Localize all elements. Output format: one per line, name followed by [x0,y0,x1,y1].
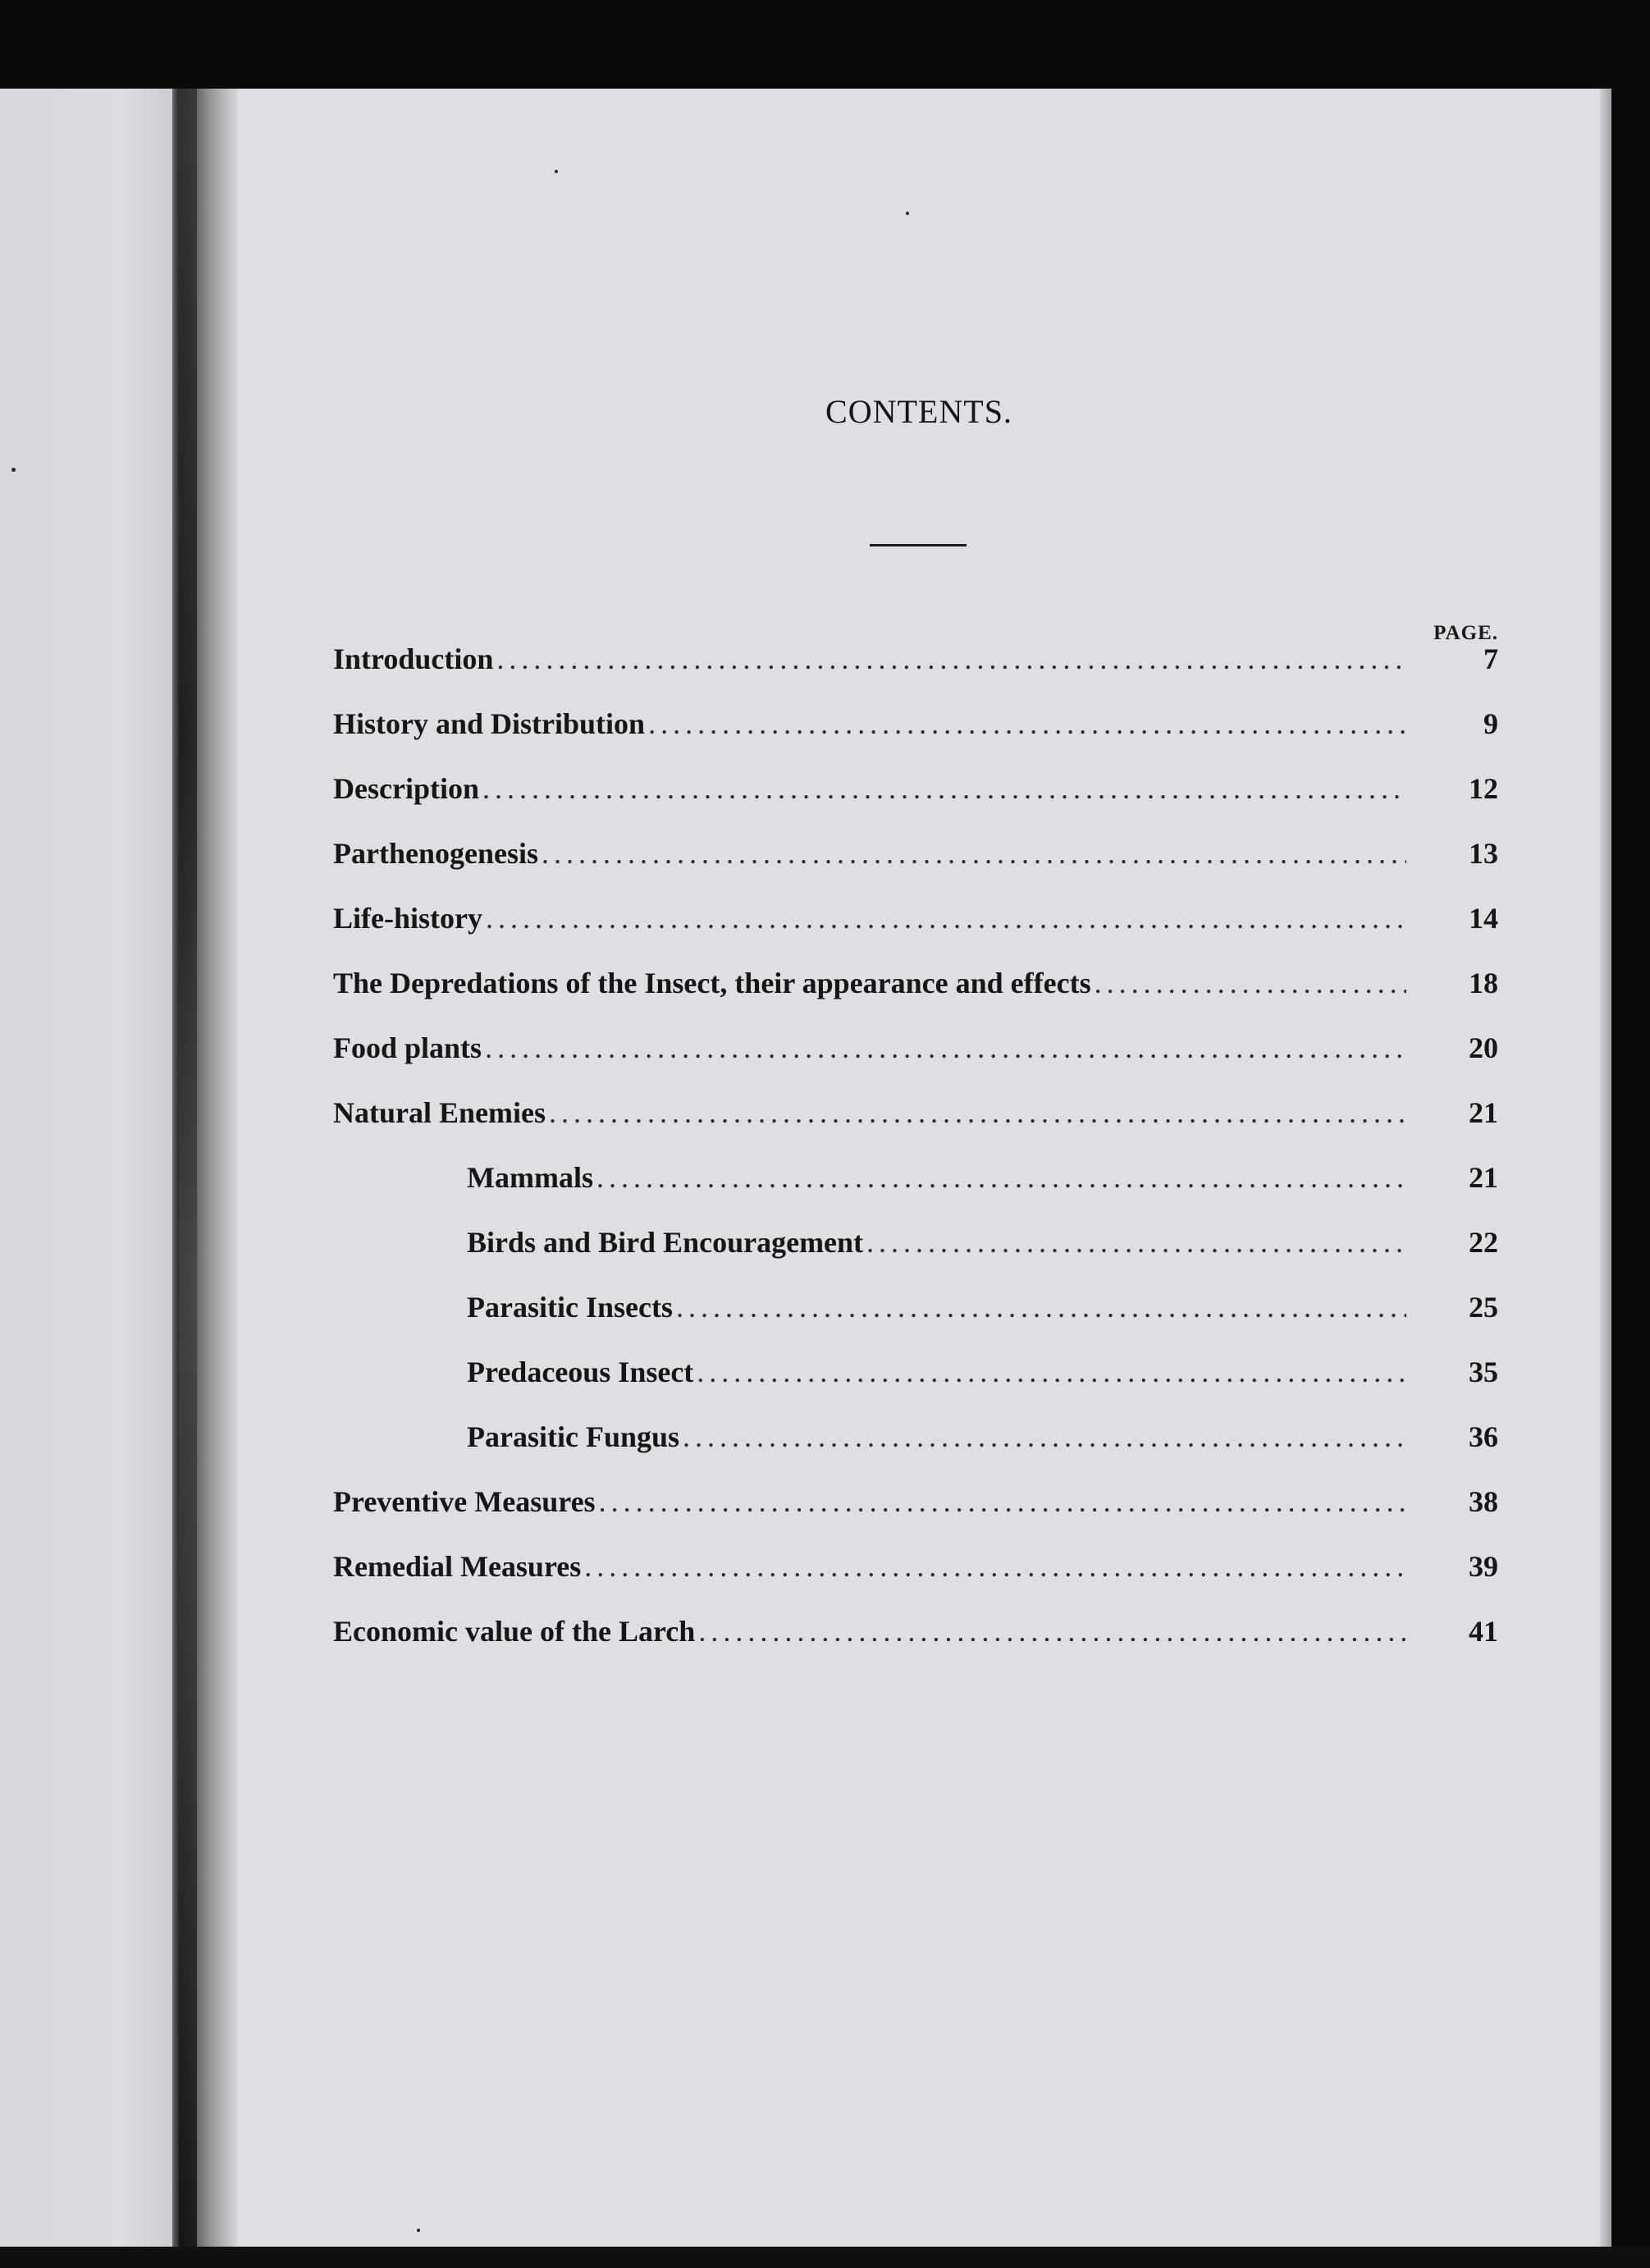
entry-title: Remedial Measures [333,1550,582,1583]
dot-leader [698,1614,1406,1648]
entry-page-number: 21 [1469,1096,1498,1129]
entry-page-number: 7 [1483,642,1498,675]
entry-title: Food plants [333,1031,482,1064]
dot-leader [542,836,1406,871]
toc-entry[interactable] [333,1095,1498,1160]
toc-subentry[interactable] [333,1420,1498,1484]
dot-leader [683,1420,1406,1454]
toc-entry[interactable] [333,966,1498,1031]
toc-subentry[interactable] [333,1225,1498,1290]
scan-border [0,2247,1650,2268]
left-page [0,89,181,2247]
toc-entry[interactable] [333,706,1498,771]
dot-leader [486,901,1406,935]
dot-leader [1095,966,1406,1000]
entry-page-number: 36 [1469,1420,1498,1453]
dot-leader [866,1225,1406,1260]
entry-page-number: 38 [1469,1485,1498,1518]
toc-subentry[interactable] [333,1160,1498,1225]
entry-page-number: 12 [1469,772,1498,805]
entry-page-number: 25 [1469,1291,1498,1324]
dot-leader [485,1031,1406,1065]
dot-leader [496,642,1406,676]
toc-entry[interactable] [333,1484,1498,1549]
entry-title: History and Distribution [333,707,646,740]
scan-speck [555,170,558,173]
gutter-shadow [179,89,197,2255]
entry-title: Economic value of the Larch [333,1615,696,1648]
entry-title: Mammals [467,1161,593,1194]
toc-entry[interactable] [333,1031,1498,1095]
toc-entry[interactable] [333,771,1498,836]
toc-subentry[interactable] [333,1355,1498,1420]
entry-page-number: 21 [1469,1161,1498,1194]
toc-entry[interactable] [333,1549,1498,1614]
entry-title: Parasitic Fungus [467,1420,680,1453]
scan-speck [906,212,909,215]
entry-page-number: 39 [1469,1550,1498,1583]
entry-title: The Depredations of the Insect, their appearance and effects [333,967,1091,999]
toc-entry[interactable] [333,1614,1498,1679]
dot-leader [584,1549,1406,1584]
entry-title: Natural Enemies [333,1096,546,1129]
entry-title: Life-history [333,902,482,935]
scan-speck [417,2229,420,2232]
entry-title: Preventive Measures [333,1485,596,1518]
entry-page-number: 14 [1469,902,1498,935]
entry-page-number: 22 [1469,1226,1498,1259]
toc-entry[interactable] [333,901,1498,966]
toc-entry[interactable] [333,642,1498,706]
entry-title: Birds and Bird Encouragement [467,1226,864,1259]
page-edge [1600,89,1611,2255]
entry-title: Parasitic Insects [467,1291,673,1324]
entry-page-number: 20 [1469,1031,1498,1064]
dot-leader [599,1484,1406,1519]
scan-speck [11,468,16,472]
entry-title: Description [333,772,479,805]
entry-page-number: 9 [1483,707,1498,740]
entry-page-number: 35 [1469,1356,1498,1388]
heading-rule [870,544,967,546]
contents-heading: CONTENTS. [825,393,1012,430]
page-column-label: PAGE. [1433,622,1498,644]
entry-page-number: 13 [1469,837,1498,870]
dot-leader [596,1160,1406,1195]
dot-leader [676,1290,1406,1324]
dot-leader [648,706,1406,741]
entry-page-number: 41 [1469,1615,1498,1648]
dot-leader [549,1095,1406,1130]
toc-subentry[interactable] [333,1290,1498,1355]
dot-leader [697,1355,1406,1389]
entry-title: Predaceous Insect [467,1356,694,1388]
toc-entry[interactable] [333,836,1498,901]
dot-leader [482,771,1406,806]
entry-page-number: 18 [1469,967,1498,999]
entry-title: Parthenogenesis [333,837,538,870]
entry-title: Introduction [333,642,494,675]
table-of-contents [333,642,1498,1679]
